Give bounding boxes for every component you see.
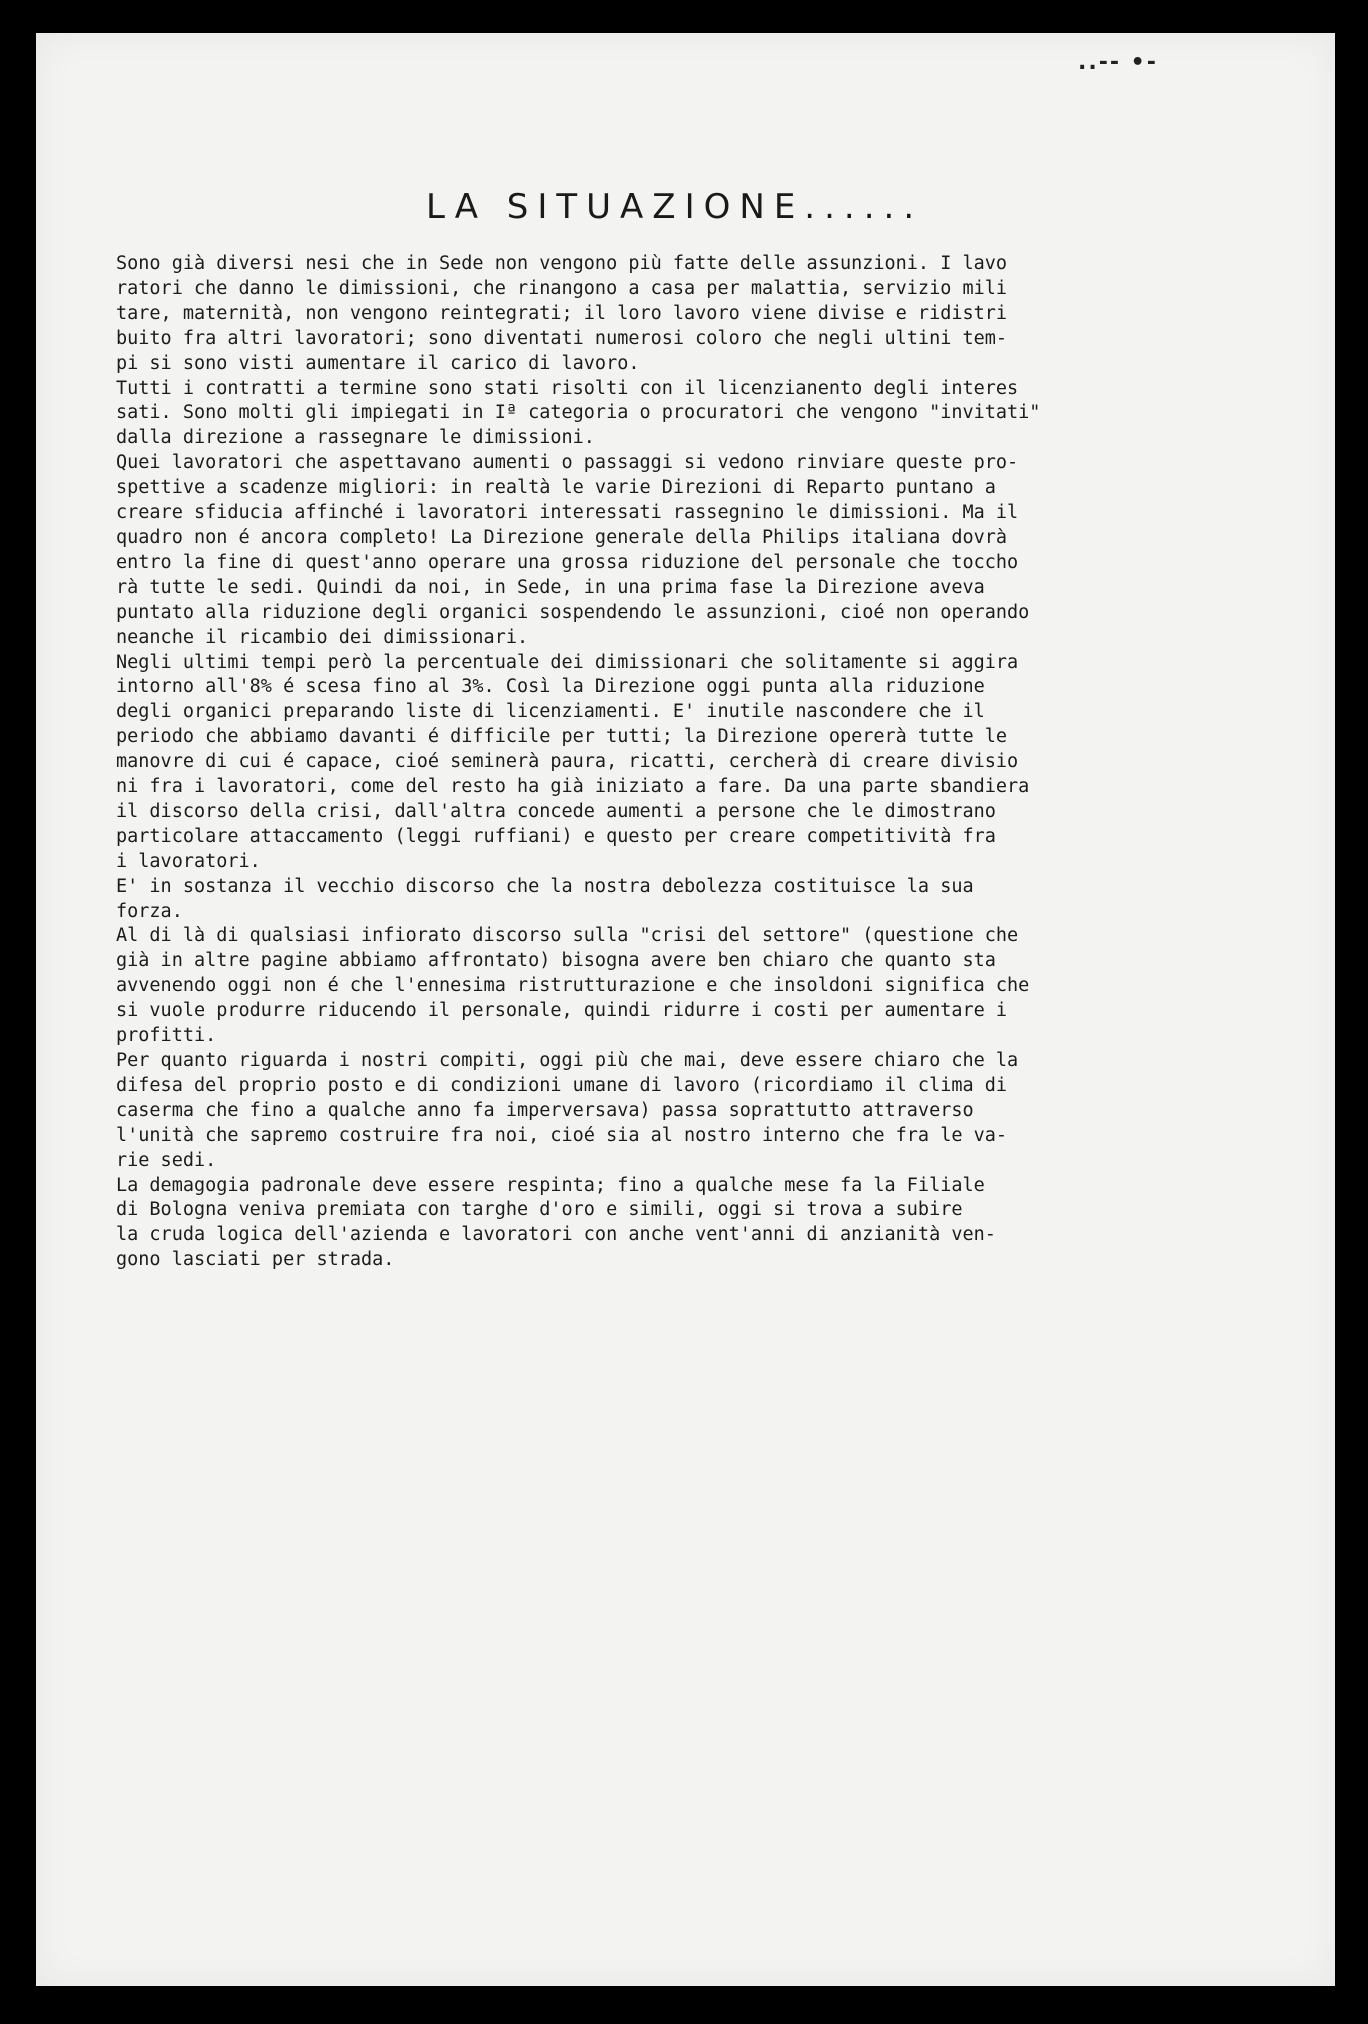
text-line: ni fra i lavoratori, come del resto ha già iniziato a fare. Da una parte sbandiera bbox=[116, 776, 1030, 798]
text-line: E' in sostanza il vecchio discorso che la nostra debolezza costituisce la sua bbox=[116, 875, 974, 897]
text-line: ratori che danno le dimissioni, che rinangono a casa per malattia, servizio mili bbox=[116, 277, 1008, 299]
text-line: l'unità che sapremo costruire fra noi, cioé sia al nostro interno che fra le va- bbox=[116, 1124, 1008, 1146]
text-line: spettive a scadenze migliori: in realtà le varie Direzioni di Reparto puntano a bbox=[116, 477, 996, 499]
text-line: La demagogia padronale deve essere respinta; fino a qualche mese fa la Filiale bbox=[116, 1174, 985, 1196]
text-line: Quei lavoratori che aspettavano aumenti o passaggi si vedono rinviare queste pro- bbox=[116, 452, 1019, 474]
text-line: neanche il ricambio dei dimissionari. bbox=[116, 626, 529, 648]
text-line: rie sedi. bbox=[116, 1149, 217, 1171]
text-line: sati. Sono molti gli impiegati in Iª categoria o procuratori che vengono "invitati" bbox=[116, 402, 1041, 424]
text-line: pi si sono visti aumentare il carico di lavoro. bbox=[116, 352, 640, 374]
text-line: si vuole produrre riducendo il personale, quindi ridurre i costi per aumentare i bbox=[116, 1000, 1008, 1022]
text-line: quadro non é ancora completo! La Direzione generale della Philips italiana dovrà bbox=[116, 526, 1008, 548]
text-line: tare, maternità, non vengono reintegrati; il loro lavoro viene divise e ridistri bbox=[116, 302, 1008, 324]
text-line: di Bologna veniva premiata con targhe d'oro e simili, oggi si trova a subire bbox=[116, 1199, 963, 1221]
text-line: manovre di cui é capace, cioé seminerà paura, ricatti, cercherà di creare divisio bbox=[116, 751, 1019, 773]
text-line: intorno all'8% é scesa fino al 3%. Così la Direzione oggi punta alla riduzione bbox=[116, 676, 985, 698]
text-line: profitti. bbox=[116, 1025, 217, 1047]
corner-handwritten-mark: ..-- •- bbox=[1078, 50, 1158, 75]
text-line: buito fra altri lavoratori; sono diventati numerosi coloro che negli ultini tem- bbox=[116, 327, 1008, 349]
text-line: degli organici preparando liste di licenziamenti. E' inutile nascondere che il bbox=[116, 701, 985, 723]
text-line: entro la fine di quest'anno operare una grossa riduzione del personale che toccho bbox=[116, 551, 1019, 573]
text-line: Al di là di qualsiasi infiorato discorso sulla "crisi del settore" (questione che bbox=[116, 925, 1019, 947]
document-title: LA SITUAZIONE...... bbox=[426, 187, 924, 227]
text-line: difesa del proprio posto e di condizioni umane di lavoro (ricordiamo il clima di bbox=[116, 1074, 1008, 1096]
text-line: dalla direzione a rassegnare le dimissioni. bbox=[116, 427, 595, 449]
text-line: puntato alla riduzione degli organici sospendendo le assunzioni, cioé non operando bbox=[116, 601, 1030, 623]
text-line: caserma che fino a qualche anno fa imperversava) passa soprattutto attraverso bbox=[116, 1099, 974, 1121]
text-line: Sono già diversi nesi che in Sede non vengono più fatte delle assunzioni. I lavo bbox=[116, 253, 1008, 274]
text-line: il discorso della crisi, dall'altra concede aumenti a persone che le dimostrano bbox=[116, 800, 996, 822]
text-line: Tutti i contratti a termine sono stati risolti con il licenzianento degli interes bbox=[116, 377, 1019, 399]
text-line: periodo che abbiamo davanti é difficile per tutti; la Direzione opererà tutte le bbox=[116, 726, 1008, 748]
text-line: particolare attaccamento (leggi ruffiani) e questo per creare competitività fra bbox=[116, 825, 996, 847]
text-line: la cruda logica dell'azienda e lavoratori con anche vent'anni di anzianità ven- bbox=[116, 1224, 996, 1246]
document-body bbox=[116, 252, 1236, 1273]
text-line: avvenendo oggi non é che l'ennesima ristrutturazione e che insoldoni significa che bbox=[116, 975, 1030, 997]
text-line: Per quanto riguarda i nostri compiti, oggi più che mai, deve essere chiaro che la bbox=[116, 1050, 1019, 1071]
text-line: i lavoratori. bbox=[116, 850, 261, 872]
text-line: creare sfiducia affinché i lavoratori interessati rassegnino le dimissioni. Ma il bbox=[116, 502, 1019, 524]
text-line: rà tutte le sedi. Quindi da noi, in Sede, in una prima fase la Direzione aveva bbox=[116, 576, 985, 598]
text-line: Negli ultimi tempi però la percentuale dei dimissionari che solitamente si aggira bbox=[116, 651, 1019, 673]
text-line: forza. bbox=[116, 900, 183, 922]
text-line: già in altre pagine abbiamo affrontato) bisogna avere ben chiaro che quanto sta bbox=[116, 950, 996, 972]
text-line: gono lasciati per strada. bbox=[116, 1249, 395, 1271]
